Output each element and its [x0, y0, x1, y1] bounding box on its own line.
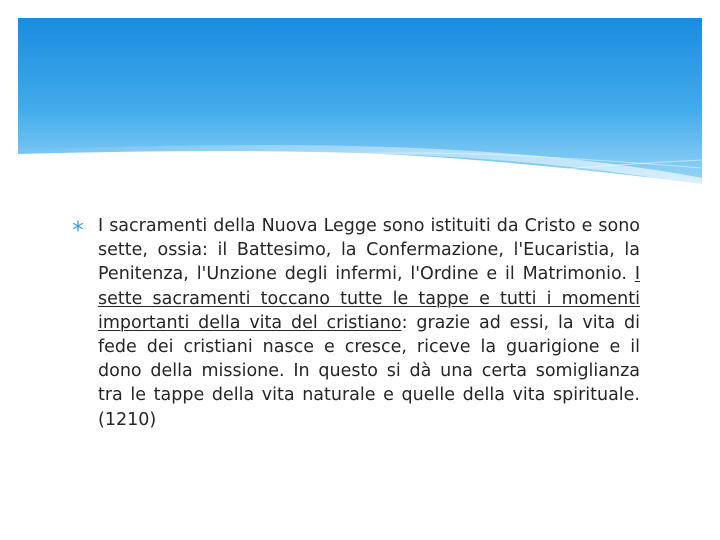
body-text-before: I sacramenti della Nuova Legge sono istituiti da Cristo e sono sette, ossia: il Battesimo, la Confermazione, l'Eucaristia, la Penitenza, l'Unzione degli infermi, l'Ordine e il Matrimonio. [98, 216, 640, 285]
header-banner [18, 18, 702, 198]
body-text-after: : grazie ad essi, la vita di fede dei cristiani nasce e cresce, riceve la guarigione e il dono della missione. In questo si dà una certa somiglianza tra le tappe della vita naturale e quelle della vita spirituale. (1210) [98, 312, 640, 430]
content-block [72, 214, 640, 432]
body-paragraph [98, 214, 640, 432]
body-text-underlined: I sette sacramenti toccano tutte le tappe e tutti i momenti importanti della vita del cristiano [98, 264, 640, 333]
asterisk-bullet-icon [72, 220, 84, 232]
